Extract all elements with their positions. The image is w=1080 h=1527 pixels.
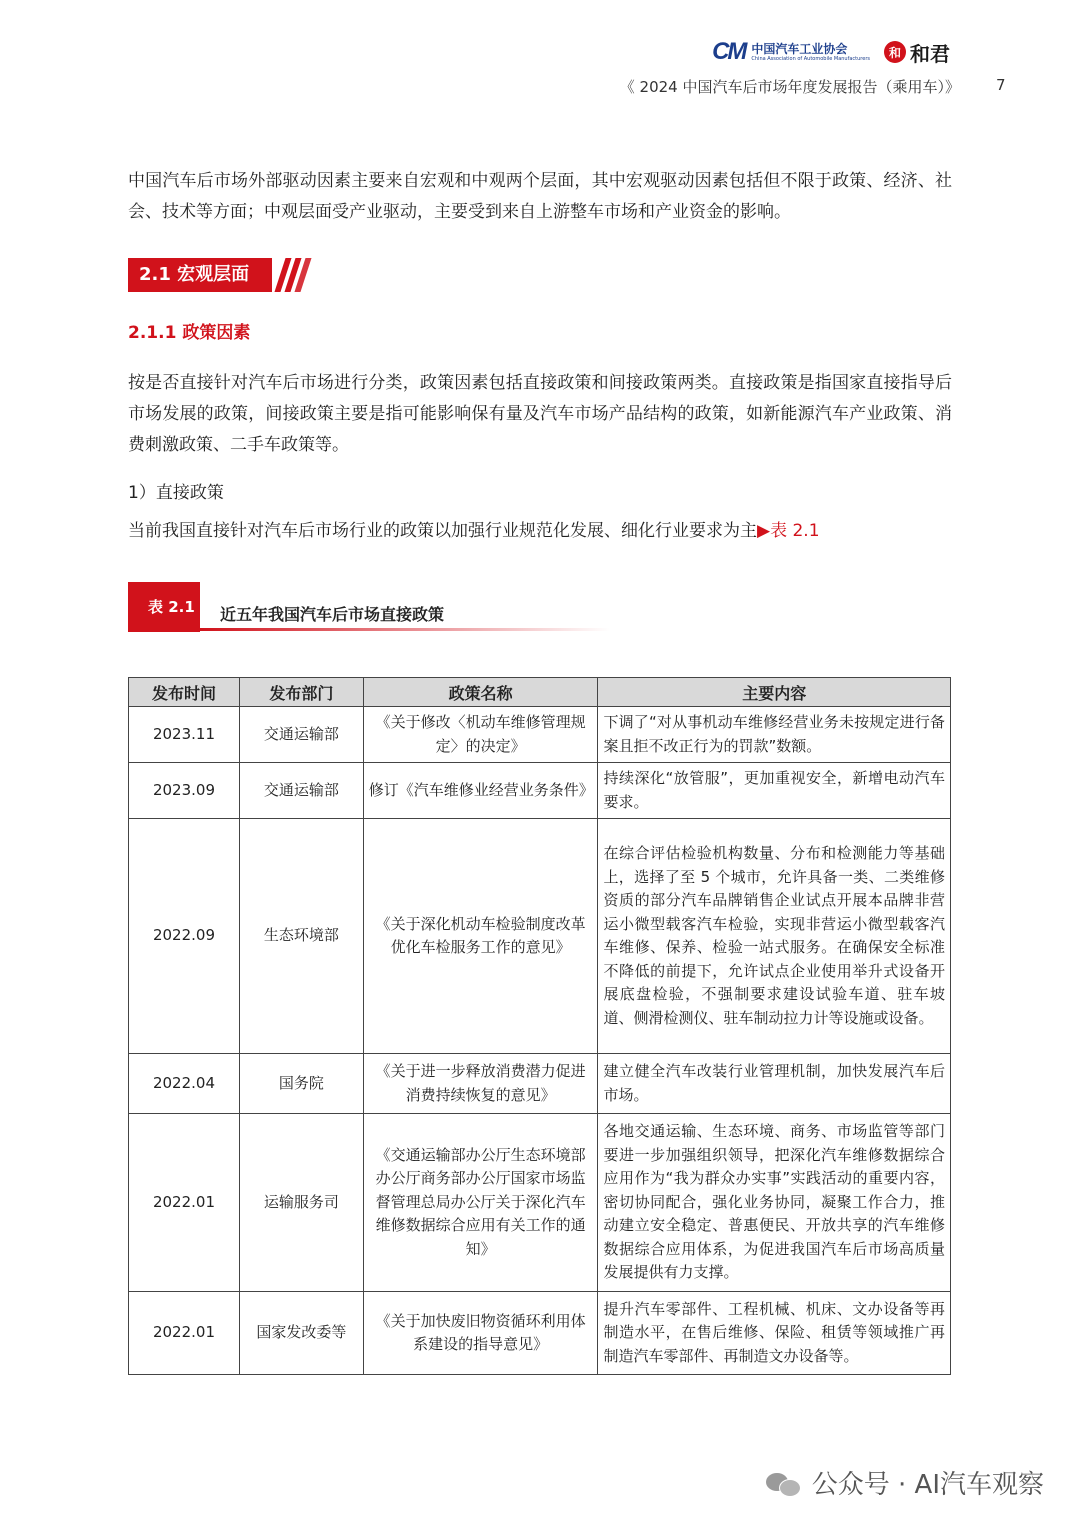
cell-dept: 运输服务司 [239,1114,363,1292]
cell-content: 在综合评估检验机构数量、分布和检测能力等基础上，选择了至 5 个城市，允许具备一类、二类维修资质的部分汽车品牌销售企业试点开展本品牌非营运小微型载客汽车检验，实现非营运小微型载客汽车维修、保养、检验一站式服务。在确保安全标准不降低的前提下，允许试点企业使用举升式设备开展底盘检验，不强制要求建设试验车道、驻车坡道、侧滑检测仪、驻车制动拉力计等设施或设备。 [598,819,951,1054]
current-policy-text: 当前我国直接针对汽车后市场行业的政策以加强行业规范化发展、细化行业要求为主 [128,521,757,541]
watermark-text: 公众号 · AI汽车观察 [811,1470,1044,1500]
cell-date: 2022.01 [129,1114,240,1292]
table-row [129,1114,951,1292]
table-title: 近五年我国汽车后市场直接政策 [220,605,445,624]
cell-dept: 国务院 [239,1054,363,1114]
cell-dept: 国家发改委等 [239,1292,363,1375]
cell-content: 持续深化“放管服”，更加重视安全，新增电动汽车要求。 [598,763,951,819]
column-header-content: 主要内容 [598,678,951,707]
column-header-date: 发布时间 [129,678,240,707]
table-row [129,1054,951,1114]
watermark [766,1464,1044,1501]
current-policy-paragraph [128,518,820,544]
cell-content: 提升汽车零部件、工程机械、机床、文办设备等再制造水平，在售后维修、保险、租赁等领域推广再制造汽车零部件、再制造文办设备等。 [598,1292,951,1375]
direct-policy-label: 1）直接政策 [128,483,224,503]
cell-policy-name: 《交通运输部办公厅生态环境部办公厅商务部办公厅国家市场监督管理总局办公厅关于深化汽车维修数据综合应用有关工作的通知》 [363,1114,598,1292]
cell-content: 各地交通运输、生态环境、商务、市场监管等部门要进一步加强组织领导，把深化汽车维修数据综合应用作为“我为群众办实事”实践活动的重要内容，密切协同配合，强化业务协同，凝聚工作合力，推动建立安全稳定、普惠便民、开放共享的汽车维修数据综合应用体系，为促进我国汽车后市场高质量发展提供有力支撑。 [598,1114,951,1292]
table-badge-label: 表 2.1 [148,598,195,616]
report-title: 《 2024 中国汽车后市场年度发展报告（乘用车）》 [619,78,960,96]
cell-content: 下调了“对从事机动车维修经营业务未按规定进行备案且拒不改正行为的罚款”数额。 [598,707,951,763]
column-header-name: 政策名称 [363,678,598,707]
table-title-underline [200,628,610,631]
hejun-logo [884,38,950,67]
policy-table [128,677,951,1375]
cell-dept: 交通运输部 [239,763,363,819]
cell-date: 2023.09 [129,763,240,819]
section-heading [128,258,308,292]
policy-paragraph: 按是否直接针对汽车后市场进行分类，政策因素包括直接政策和间接政策两类。直接政策是指国家直接指导后市场发展的政策，间接政策主要是指可能影响保有量及汽车市场产品结构的政策，如新能源汽车产业政策、消费刺激政策、二手车政策等。 [128,373,952,455]
cell-date: 2022.04 [129,1054,240,1114]
table-badge [128,582,200,632]
hejun-name: 和君 [910,41,950,66]
cell-dept: 生态环境部 [239,819,363,1054]
cell-policy-name: 《关于深化机动车检验制度改革优化车检服务工作的意见》 [363,819,598,1054]
table-row [129,707,951,763]
cell-date: 2023.11 [129,707,240,763]
table-reference-link[interactable]: ▶表 2.1 [757,521,820,541]
intro-paragraph: 中国汽车后市场外部驱动因素主要来自宏观和中观两个层面，其中宏观驱动因素包括但不限于政策、经济、社会、技术等方面；中观层面受产业驱动，主要受到来自上游整车市场和产业资金的影响。 [128,171,952,222]
caam-english-name: China Association of Automobile Manufacturers [751,55,870,62]
cell-policy-name: 《关于进一步释放消费潜力促进消费持续恢复的意见》 [363,1054,598,1114]
header-logos [712,36,950,68]
cell-dept: 交通运输部 [239,707,363,763]
cell-policy-name: 修订《汽车维修业经营业务条件》 [363,763,598,819]
table-header-row [129,678,951,707]
table-row [129,763,951,819]
caam-name: 中国汽车工业协会 [751,41,848,56]
caam-logo-icon: CM [712,38,746,65]
cell-content: 建立健全汽车改装行业管理机制，加快发展汽车后市场。 [598,1054,951,1114]
cell-policy-name: 《关于加快废旧物资循环利用体系建设的指导意见》 [363,1292,598,1375]
cell-date: 2022.09 [129,819,240,1054]
table-row [129,819,951,1054]
cell-policy-name: 《关于修改〈机动车维修管理规定〉的决定》 [363,707,598,763]
wechat-icon [766,1469,802,1497]
hejun-seal-icon: 和 [884,41,906,63]
column-header-dept: 发布部门 [239,678,363,707]
caam-logo [712,38,870,66]
table-row [129,1292,951,1375]
page-number: 7 [996,76,1006,94]
cell-date: 2022.01 [129,1292,240,1375]
subsection-heading: 2.1.1 政策因素 [128,323,251,343]
section-heading-label: 2.1 宏观层面 [139,264,250,285]
